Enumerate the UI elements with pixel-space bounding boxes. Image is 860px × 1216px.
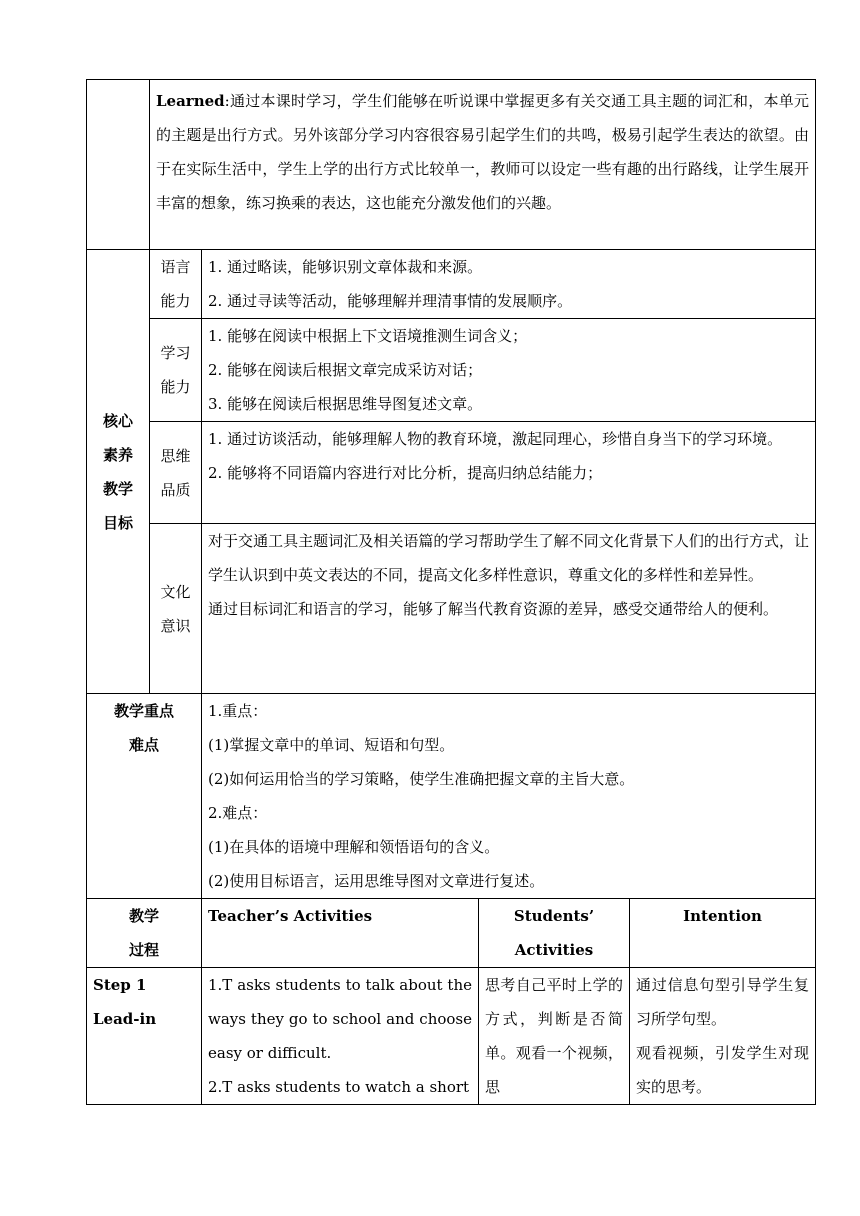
list-item: 1. 通过访谈活动，能够理解人物的教育环境，激起同理心，珍惜自身当下的学习环境。 bbox=[208, 430, 783, 448]
process-header-row bbox=[87, 899, 816, 968]
list-item: 2. 通过寻读等活动，能够理解并理清事情的发展顺序。 bbox=[208, 292, 573, 310]
core-sub-culture bbox=[150, 524, 202, 694]
core-row-language bbox=[87, 250, 816, 319]
key-points-content bbox=[202, 694, 816, 899]
intention-item: 观看视频，引发学生对现实的思考。 bbox=[636, 1044, 810, 1096]
step-name-cell bbox=[87, 968, 202, 1105]
core-sub-learning bbox=[150, 319, 202, 422]
core-label-cell bbox=[87, 250, 150, 694]
step-intention-cell bbox=[630, 968, 816, 1105]
teacher-activities-header-text: Teacher’s Activities bbox=[208, 907, 373, 925]
sub-label-line: 思维 bbox=[160, 446, 191, 465]
key-points-label-cell bbox=[87, 694, 202, 899]
core-content-culture bbox=[202, 524, 816, 694]
sub-label-line: 品质 bbox=[160, 480, 191, 499]
sub-label-line: 能力 bbox=[160, 378, 191, 396]
intention-header-text: Intention bbox=[683, 907, 762, 925]
intro-text: :通过本课时学习，学生们能够在听说课中掌握更多有关交通工具主题的词汇和，本单元的主题是出行方式。另外该部分学习内容很容易引起学生们的共鸣，极易引起学生表达的欲望。由于在实际生活中，学生上学的出行方式比较单一，教师可以设定一些有趣的出行路线，让学生展开丰富的想象，练习换乘的表达，这也能充分激发他们的兴趣。 bbox=[156, 92, 810, 212]
intro-row bbox=[87, 80, 816, 250]
list-item: 通过目标词汇和语言的学习，能够了解当代教育资源的差异，感受交通带给人的便利。 bbox=[208, 600, 779, 618]
intention-header bbox=[630, 899, 816, 968]
students-header-line: Students’ bbox=[513, 907, 595, 925]
core-content-thinking bbox=[202, 422, 816, 524]
list-item: 2. 能够在阅读后根据文章完成采访对话； bbox=[208, 361, 483, 379]
step-row bbox=[87, 968, 816, 1105]
list-item: 2.难点： bbox=[208, 804, 268, 822]
core-label-line: 教学 bbox=[102, 479, 133, 498]
step-teacher-cell bbox=[202, 968, 479, 1105]
core-row-thinking bbox=[87, 422, 816, 524]
list-item: (2)如何运用恰当的学习策略，使学生准确把握文章的主旨大意。 bbox=[208, 770, 635, 788]
step-name-line: Step 1 bbox=[93, 976, 147, 994]
core-row-learning bbox=[87, 319, 816, 422]
core-label-line: 核心 bbox=[102, 411, 133, 430]
teacher-activity: 1.T asks students to talk about the ways they go to school and choose easy or difficult. bbox=[208, 976, 472, 1062]
key-points-row bbox=[87, 694, 816, 899]
list-item: 1. 能够在阅读中根据上下文语境推测生词含义； bbox=[208, 327, 528, 345]
teacher-activity: 2.T asks students to watch a short bbox=[208, 1078, 470, 1096]
sub-label-line: 文化 bbox=[160, 582, 191, 601]
core-content-learning bbox=[202, 319, 816, 422]
process-label-line: 过程 bbox=[128, 941, 159, 959]
sub-label-line: 能力 bbox=[160, 292, 191, 310]
lesson-plan-table bbox=[86, 79, 816, 1105]
students-activities-header bbox=[479, 899, 630, 968]
core-sub-thinking bbox=[150, 422, 202, 524]
students-header-line: Activities bbox=[514, 941, 594, 959]
list-item: 3. 能够在阅读后根据思维导图复述文章。 bbox=[208, 395, 483, 413]
core-label-line: 目标 bbox=[102, 513, 133, 532]
core-row-culture bbox=[87, 524, 816, 694]
key-points-label-line: 难点 bbox=[128, 736, 159, 754]
list-item: 1. 通过略读，能够识别文章体裁和来源。 bbox=[208, 258, 483, 276]
intro-label-cell bbox=[87, 80, 150, 250]
sub-label-line: 学习 bbox=[160, 344, 191, 362]
list-item: (2)使用目标语言，运用思维导图对文章进行复述。 bbox=[208, 872, 545, 890]
core-content-language bbox=[202, 250, 816, 319]
list-item: 1.重点： bbox=[208, 702, 268, 720]
core-label-line: 素养 bbox=[102, 445, 133, 464]
list-item: (1)掌握文章中的单词、短语和句型。 bbox=[208, 736, 455, 754]
step-students-cell bbox=[479, 968, 630, 1105]
intro-cell bbox=[150, 80, 816, 250]
students-activity: 思考自己平时上学的方式，判断是否简单。观看一个视频，思 bbox=[485, 976, 623, 1096]
process-label-line: 教学 bbox=[128, 907, 159, 925]
teacher-activities-header bbox=[202, 899, 479, 968]
sub-label-line: 意识 bbox=[160, 616, 191, 635]
intro-lead: Learned bbox=[156, 92, 225, 110]
key-points-label-line: 教学重点 bbox=[113, 702, 174, 720]
sub-label-line: 语言 bbox=[160, 258, 191, 276]
list-item: (1)在具体的语境中理解和领悟语句的含义。 bbox=[208, 838, 500, 856]
intention-item: 通过信息句型引导学生复习所学句型。 bbox=[636, 976, 810, 1028]
core-sub-language bbox=[150, 250, 202, 319]
process-label-cell bbox=[87, 899, 202, 968]
list-item: 2. 能够将不同语篇内容进行对比分析，提高归纳总结能力； bbox=[208, 464, 603, 482]
list-item: 对于交通工具主题词汇及相关语篇的学习帮助学生了解不同文化背景下人们的出行方式，让学生认识到中英文表达的不同，提高文化多样性意识，尊重文化的多样性和差异性。 bbox=[208, 532, 810, 584]
step-name-line: Lead-in bbox=[93, 1010, 157, 1028]
